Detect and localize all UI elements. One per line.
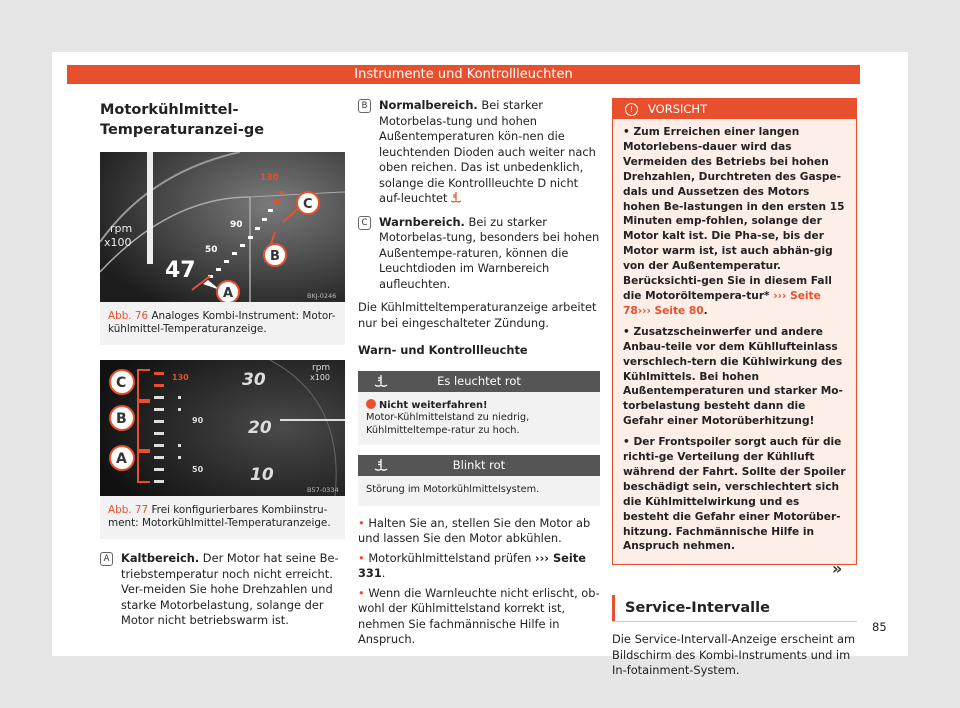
rpm-label: rpm	[312, 363, 331, 373]
marker-a: A	[100, 552, 113, 566]
scale-low: 50	[205, 245, 218, 255]
item-c: C Warnbereich. Bei zu starker Motorbelas-tung, besonders bei hohen Außentempe-raturen, können die Leuchtdioden im Warnbereich aufleuchten.	[358, 215, 600, 293]
figure-caption: Abb. 76 Analoges Kombi-Instrument: Motor-kühlmittel-Temperaturanzeige.	[108, 310, 336, 335]
figure-code: BKJ-0246	[307, 292, 337, 300]
svg-text:30: 30	[242, 370, 266, 390]
column-1	[100, 96, 345, 629]
item-a: A Kaltbereich. Der Motor hat seine Be-triebstemperatur noch nicht erreicht. Ver-meiden Sie hohe Drehzahlen und starke Motorbelastung, solange der Motor nicht betriebswarm ist.	[100, 551, 345, 629]
paragraph: Die Kühlmitteltemperaturanzeige arbeitet nur bei eingeschalteter Zündung.	[358, 300, 597, 330]
svg-text:C: C	[116, 375, 127, 391]
bullet-1: • Halten Sie an, stellen Sie den Motor ab und lassen Sie den Motor abkühlen.	[358, 515, 591, 545]
marker-b: B	[358, 99, 371, 113]
svg-text:10: 10	[250, 465, 274, 485]
svg-text:90: 90	[192, 416, 204, 425]
svg-text:A: A	[116, 451, 127, 467]
analog-gauge-image	[100, 152, 345, 302]
rpm-unit: x100	[310, 373, 331, 382]
needle	[147, 152, 153, 264]
continue-marker: »	[832, 559, 843, 578]
svg-text:20: 20	[248, 418, 272, 438]
svg-text:B: B	[116, 411, 127, 427]
item-b: B Normalbereich. Bei starker Motorbelas-tung und hohen Außentemperaturen kön-nen die leuchtenden Dioden auch weiter nach oben reichen. Das ist unbedenklich, solange die Kontrollleuchte D nicht auf-leuchtet	[358, 98, 600, 207]
scale-top: 130	[260, 173, 279, 183]
chapter-header: Instrumente und Kontrollleuchten	[67, 65, 860, 84]
paragraph: Die Service-Intervall-Anzeige erscheint am Bildschirm des Kombi-Instruments und im In-fotainment-System.	[612, 632, 856, 678]
marker-c: C	[358, 216, 371, 230]
svg-text:C: C	[303, 197, 313, 212]
rpm-unit: x100	[104, 236, 132, 249]
digit-display: 47	[165, 258, 196, 283]
bullet-3: • Wenn die Warnleuchte nicht erlischt, ob-wohl der Kühlmittelstand korrekt ist, nehmen Sie fachmännische Hilfe in Anspruch.	[358, 585, 600, 646]
digital-cockpit-image	[100, 360, 345, 496]
svg-text:B: B	[270, 249, 280, 264]
figure-77	[100, 360, 345, 539]
scale-mid: 90	[230, 220, 243, 230]
rpm-label: rpm	[110, 222, 133, 235]
caution-box: ! VORSICHT • Zum Erreichen einer langen Motorlebens-dauer wird das Vermeiden des Betriebs bei hohen Drehzahlen, Durchtreten des Gaspe-dals und Aussetzen des Motors hohen Be-lastungen in den ersten 15 Minuten emp-fohlen, solange der Motor kalt ist. Die Pha-se, bis der Motor warm ist, ist auch abhän-gig von der Außentemperatur. Berücksichti-gen Sie in diesem Fall die Motoröltempera-tur* ››› Seite 78››› Seite 80. • Zusatzscheinwerfer und andere Anbau-teile vor dem Kühllufteinlass verschlech-tern die Kühlwirkung des Kühlmittels. Bei hohen Außentemperaturen und starker Mo-torbelastung besteht dann die Gefahr einer Motorüberhitzung! • Der Frontspoiler sorgt auch für die richti-ge Verteilung der Kühlluft während der Fahrt. Sollte der Spoiler beschädigt sein, verschlechtert sich die Kühlmittelwirkung und es besteht die Gefahr einer Motorüber-hitzung. Fachmännische Hilfe in Anspruch nehmen.	[612, 98, 857, 565]
warning-light-red: Es leuchtet rot Nicht weiterfahren! Motor-Kühlmittelstand zu niedrig, Kühlmitteltempe-ratur zu hoch.	[358, 371, 600, 446]
exclamation-icon: !	[625, 103, 638, 116]
caution-point-3: • Der Frontspoiler sorgt auch für die richti-ge Verteilung der Kühlluft während der Fahrt. Sollte der Spoiler beschädigt sein, verschlechtert sich die Kühlmittelwirkung und es besteht die Gefahr einer Motorüber-hitzung. Fachmännische Hilfe in Anspruch nehmen.	[623, 436, 846, 553]
figure-76	[100, 152, 345, 345]
coolant-temperature-icon	[451, 192, 462, 203]
svg-text:A: A	[223, 286, 234, 301]
page-link[interactable]: ››› Seite 80	[637, 304, 704, 317]
coolant-temperature-icon	[374, 458, 388, 472]
warning-light-blink: Blinkt rot Störung im Motorkühlmittelsystem.	[358, 455, 600, 506]
coolant-temperature-icon	[374, 374, 388, 388]
subheading: Warn- und Kontrollleuchte	[358, 343, 528, 357]
svg-text:50: 50	[192, 465, 204, 474]
svg-text:130: 130	[172, 373, 189, 382]
figure-code: B57-0334	[307, 486, 339, 494]
page-link[interactable]: ››› Seite 78	[623, 289, 821, 317]
page-link[interactable]: ››› Seite 331	[358, 550, 586, 580]
figure-caption: Abb. 77 Frei konfigurierbares Kombiinstru-ment: Motorkühlmittel-Temperaturanzeige.	[108, 504, 331, 529]
page-number: 85	[872, 620, 887, 634]
column-3	[612, 98, 857, 679]
section-heading: Service-Intervalle	[612, 595, 857, 621]
caution-point-1: • Zum Erreichen einer langen Motorlebens-dauer wird das Vermeiden des Betriebs bei hohen Drehzahlen, Durchtreten des Gaspe-dals und Aussetzen des Motors hohen Be-lastungen in den ersten 15 Minuten emp-fohlen, solange der Motor kalt ist. Die Pha-se, bis der Motor warm ist, ist auch abhän-gig von der Außentemperatur. Berücksichti-gen Sie in diesem Fall die Motoröltempera-tur* ››› Seite 78››› Seite 80.	[623, 126, 845, 317]
column-2	[358, 98, 600, 648]
caution-point-2: • Zusatzscheinwerfer und andere Anbau-teile vor dem Kühllufteinlass verschlech-tern die Kühlwirkung des Kühlmittels. Bei hohen Außentemperaturen und starker Mo-torbelastung besteht dann die Gefahr einer Motorüberhitzung!	[623, 325, 843, 428]
section-heading: Motorkühlmittel-Temperaturanzei-ge	[100, 102, 265, 138]
bullet-2: • Motorkühlmittelstand prüfen ››› Seite 331.	[358, 550, 586, 580]
stop-icon	[366, 399, 376, 409]
